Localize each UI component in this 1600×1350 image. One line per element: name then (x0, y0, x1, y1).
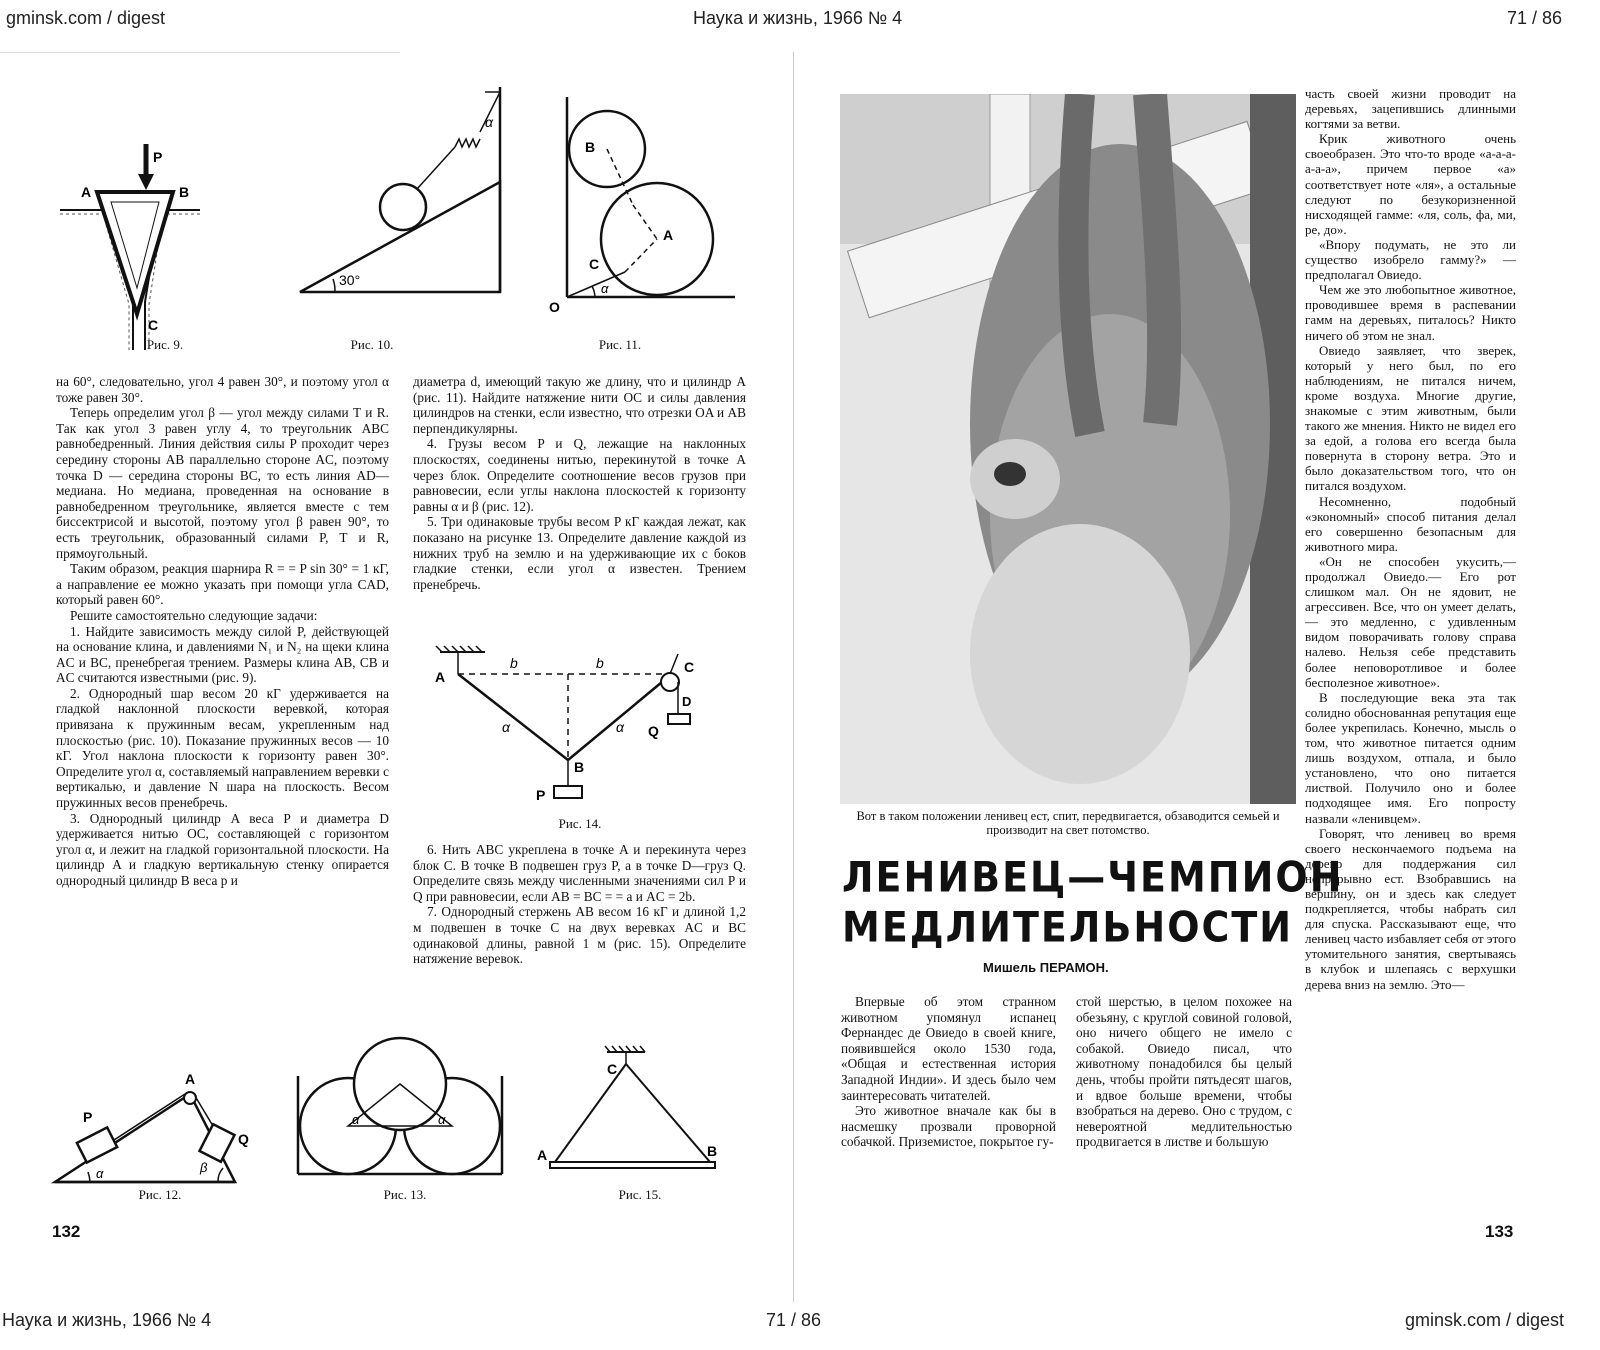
figure-14 (430, 644, 710, 814)
paragraph: 4. Грузы весом P и Q, лежащие на наклонных плоскостях, соединены нитью, перекинутой в точке A через блок. Определите соотношение весов грузов при равновесии, если углы наклона плоскостей к горизонту равны α и β (рис. 12). (413, 436, 746, 514)
figure-12 (50, 1072, 250, 1192)
fig14-label-Q: Q (648, 723, 659, 739)
sloth-photo (840, 94, 1296, 804)
fig14-label-a2: α (616, 719, 624, 735)
paragraph: Говорят, что ленивец во время своего нескончаемого подъема на дерево для поддержания сил непрерывно ест. Взобравшись на вершину, он и здесь как следует подкрепляется, чтобы набрать сил для спуска. Рассказывают еще, что ленивец часто избавляет себя от этого утомительного занятия, свертываясь в клубок и шлепаясь с верхушки дерева вниз на землю. Это— (1305, 825, 1516, 992)
article-author: Мишель ПЕРАМОН. (983, 960, 1109, 975)
fig15-label-C: C (607, 1061, 618, 1077)
caption-fig13: Рис. 13. (383, 1187, 427, 1202)
fig11-label-O: O (549, 299, 560, 315)
left-column-2-bottom (413, 842, 746, 967)
paragraph: 7. Однородный стержень AB весом 16 кГ и длиной 1,2 м подвешен в точке C на двух веревках AC и BC одинаковой длины, равной 1 м (рис. 15). Определите натяжение веревок. (413, 904, 746, 967)
paragraph: 1. Найдите зависимость между силой P, действующей на основание клина, и давлениями N₁ и N₂ на щеки клина AC и BC, пренебрегая трением. Размеры клина AB, CB и AC считаются известными (рис. 9). (56, 623, 389, 686)
caption-fig14: Рис. 14. (558, 816, 602, 831)
figure-11 (545, 97, 745, 342)
fig14-label-B: B (574, 759, 585, 775)
fig9-label-P: P (153, 149, 163, 165)
right-column-c (1305, 86, 1516, 992)
paragraph: Крик животного очень своеобразен. Это что-то вроде «а-а-а-а-а-а», причем первое «а» соответствует ноте «ля», а остальные следуют по безукоризненной нисходящей гамме: «ля, соль, фа, ми, ре, до». (1305, 131, 1516, 237)
paragraph: Овиедо заявляет, что зверек, который у него был, по его наблюдениям, не питался ничем, кроме воздуха. Многие другие, знакомые с этим животным, были такого же мнения. Никто не видел его за едой, а голова его всегда была повернута в сторону ветра. Это и было доказательством того, что он питался воздухом. (1305, 342, 1516, 494)
page-132 (0, 52, 790, 1300)
fig14-label-a1: α (502, 719, 510, 735)
header-pages: 71 / 86 (1507, 8, 1563, 28)
paragraph: диаметра d, имеющий такую же длину, что и цилиндр A (рис. 11). Найдите натяжение нити OC и силы давления цилиндров на стенки, если известно, что отрезки OA и AB перпендикулярны. (413, 374, 746, 436)
paragraph: Решите самостоятельно следующие задачи: (70, 607, 318, 623)
page-number-left: 132 (52, 1222, 81, 1241)
figure-13 (290, 1034, 510, 1184)
paragraph: Несомненно, подобный «экономный» способ питания делал его совершенно безопасным для животного мира. (1305, 493, 1516, 554)
caption-fig9: Рис. 9. (146, 337, 184, 352)
article-title-line2: МЕДЛИТЕЛЬНОСТИ (842, 902, 1294, 952)
paragraph: Таким образом, реакция шарнира R = = P sin 30° = 1 кГ, а направление ее можно указать при помощи угла CAD, который равен 60°. (56, 561, 389, 608)
fig15-label-A: A (537, 1147, 548, 1163)
paragraph: «Он не способен укусить,—продолжал Овиедо.— Его рот слишком мал. Он не ядовит, не агрессивен. Все, что он умеет делать,— это медленно, с удивленным видом поворачивать голову справа налево. Нельзя себе представить более неповоротливое и более бесполезное животное». (1305, 553, 1516, 690)
fig12-beta: β (200, 1160, 208, 1175)
fig11-label-B: B (585, 139, 596, 155)
fig12-label-A: A (185, 1072, 196, 1087)
paragraph: 2. Однородный шар весом 20 кГ удерживается на гладкой наклонной плоскости веревкой, которая привязана к пружинным весам, укрепленным над плоскостью (рис. 10). Показание пружинных весов — 10 кГ. Угол наклона плоскости к горизонту равен 30°. Определите угол α, составляемый направлением веревки с вертикалью, и давление N шара на плоскость. Весом пружинных весов пренебречь. (56, 685, 389, 811)
header-magazine: Наука и жизнь, 1966 № 4 (693, 8, 903, 28)
paragraph: Впервые об этом странном животном упомянул испанец Фернандес де Овиедо в своей книге, появившейся около 1530 года, «Общая и естественная история Западной Индии». И здесь было чем заинтересовать читателей. (841, 994, 1056, 1103)
figure-15 (535, 1044, 735, 1184)
fig11-label-C: C (589, 256, 600, 272)
footer-site[interactable]: gminsk.com / digest (1405, 1310, 1565, 1330)
footer-magazine: Наука и жизнь, 1966 № 4 (2, 1310, 212, 1330)
paragraph: 6. Нить ABC укреплена в точке A и перекинута через блок C. В точке B подвешен груз P, а в точке D—груз Q. Определите связь между численными значениями сил P и Q при равновесии, если AB = BC = = a и AC = 2b. (413, 842, 746, 904)
fig14-label-b1: b (510, 655, 518, 671)
header-site[interactable]: gminsk.com / digest (6, 8, 166, 28)
fig9-label-A: A (81, 184, 92, 200)
paragraph: Теперь определим угол β — угол между силами T и R. Так как угол 3 равен углу 4, то треугольник ABC равнобедренный. Линия действия силы P проходит через середину стороны AB параллельно стороне AC, поэтому точка D — середина стороны BC, то есть линия AD—медиана. Но медиана, проведенная на основание в равнобедренном треугольнике, является вместе с тем биссектрисой и высотой, поэтому угол β равен 90°, то есть треугольник, образованный силами P, T и R, прямоугольный. (56, 405, 389, 561)
figure-10 (295, 87, 510, 302)
fig12-label-P: P (83, 1109, 93, 1125)
page-number-right: 133 (1485, 1222, 1514, 1241)
photo-caption: Вот в таком положении ленивец ест, спит, передвигается, обзаводится семьей и производит на свет потомство. (856, 809, 1280, 837)
paragraph: 5. Три одинаковые трубы весом P кГ каждая лежат, как показано на рисунке 13. Определите давление каждой из нижних труб на землю и на удерживающие их с боков гладкие стенки, если угол α известен. Трением пренебречь. (413, 514, 746, 592)
page-divider (793, 52, 794, 1302)
paragraph: стой шерстью, в целом похожее на обезьяну, с круглой совиной головой, оно ничего общего не имело с собакой. Овиедо писал, что животному понадобился бы целый день, чтобы пройти пятьдесят шагов, и вдвое больше времени, чтобы взобраться на дерево. Оно с трудом, с невероятной медлительностью продвигается в листве и большую (1076, 994, 1292, 1150)
fig10-alpha: α (485, 114, 493, 130)
right-column-a (841, 994, 1056, 1150)
fig14-label-b2: b (596, 655, 604, 671)
fig11-alpha: α (601, 281, 609, 296)
fig9-label-C: C (148, 317, 159, 333)
fig14-label-P: P (536, 787, 546, 803)
paragraph: Чем же это любопытное животное, проводившее время в распевании гамм на деревьях, питалось? Никто ничего об этом не знал. (1305, 282, 1516, 343)
fig14-label-C: C (684, 659, 695, 675)
paragraph: Это животное вначале как бы в насмешку прозвали проворной собачкой. Приземистое, покрытое гу- (841, 1103, 1056, 1150)
fig9-label-B: B (179, 184, 190, 200)
paragraph: 3. Однородный цилиндр A веса P и диаметра D удерживается нитью OC, составляющей с горизонтом угол α, и лежит на гладкой горизонтальной плоскости. На цилиндр A и гладкую вертикальную стенку опирается однородный цилиндр B веса p и (56, 810, 389, 888)
caption-fig11: Рис. 11. (598, 337, 642, 352)
fig14-label-A: A (435, 669, 446, 685)
left-column-1 (56, 374, 389, 889)
paragraph: часть своей жизни проводит на деревьях, зацепившись длинными когтями за ветви. (1305, 86, 1516, 132)
fig13-alpha2: α (438, 1112, 446, 1127)
page-133 (800, 52, 1600, 1300)
caption-fig15: Рис. 15. (618, 1187, 662, 1202)
fig10-angle: 30° (339, 272, 361, 288)
fig13-alpha1: α (352, 1112, 360, 1127)
figure-9 (55, 92, 205, 352)
paragraph: на 60°, следовательно, угол 4 равен 30°, и поэтому угол α тоже равен 30°. (56, 374, 389, 405)
fig12-alpha: α (96, 1166, 104, 1181)
fig15-label-B: B (707, 1143, 718, 1159)
paragraph: «Впору подумать, не это ли существо изобрело гамму?» — предполагал Овиедо. (1305, 236, 1516, 283)
fig12-label-Q: Q (238, 1131, 249, 1147)
fig11-label-A: A (663, 227, 674, 243)
caption-fig10: Рис. 10. (350, 337, 394, 352)
left-column-2-top (413, 374, 746, 592)
footer-pages: 71 / 86 (766, 1310, 822, 1330)
fig14-label-D: D (682, 694, 692, 709)
paragraph: В последующие века эта так солидно обоснованная репутация еще более укрепилась. Конечно, мысль о том, что животное питается одним лишь воздухом, отпала, и было установлено, что оно питается листвой. Получило оно и более подходящее имя. Его попросту назвали «ленивцем». (1305, 689, 1516, 826)
right-column-b (1076, 994, 1292, 1150)
article-title-line1: ЛЕНИВЕЦ—ЧЕМПИОН (842, 852, 1344, 902)
caption-fig12: Рис. 12. (138, 1187, 182, 1202)
